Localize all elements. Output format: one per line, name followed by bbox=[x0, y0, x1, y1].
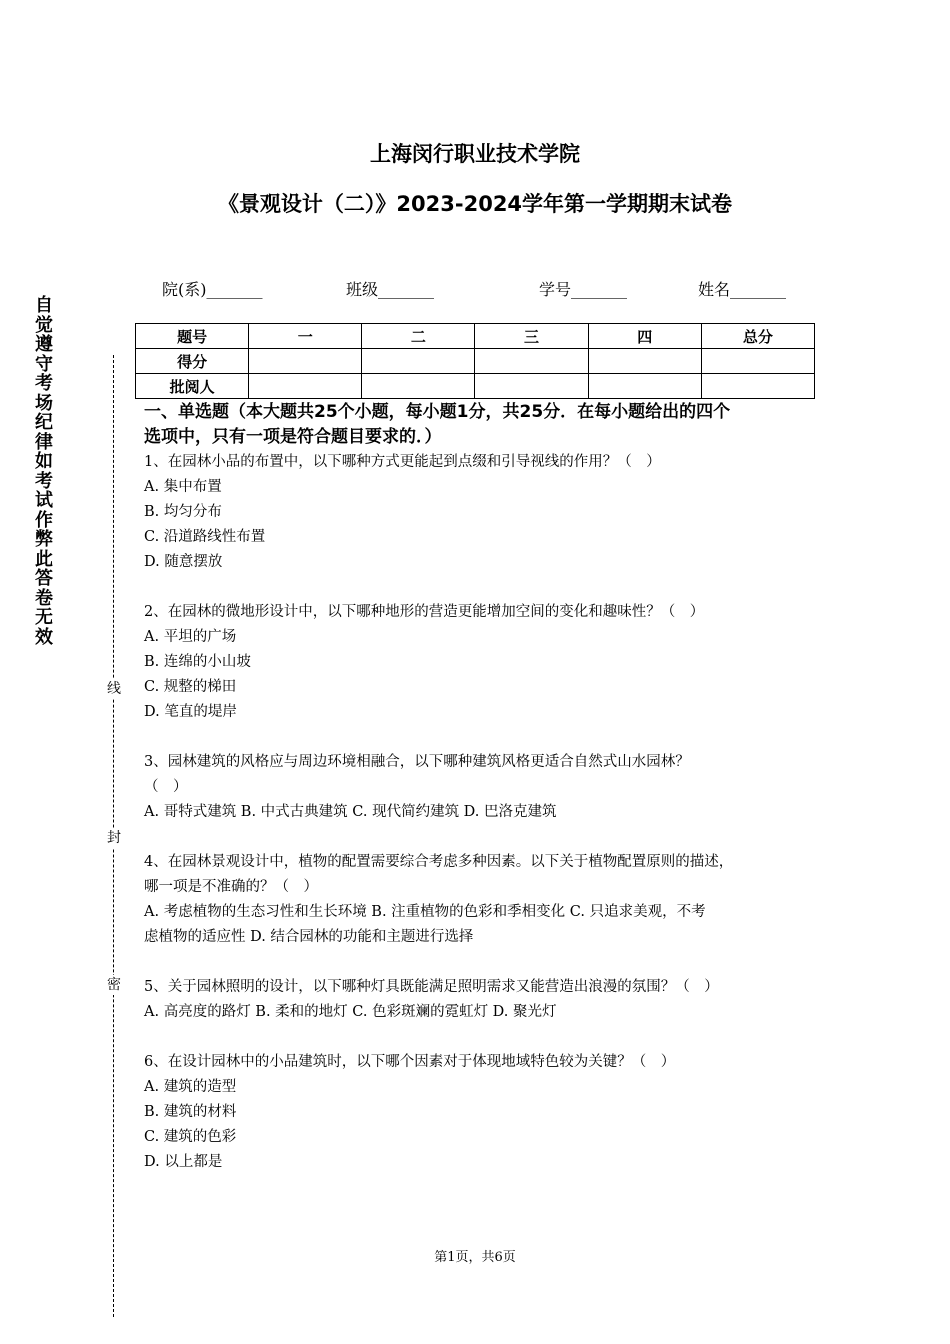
page-footer: 第1页，共6页 bbox=[434, 1250, 516, 1265]
score-cell[interactable] bbox=[701, 349, 814, 374]
score-cell[interactable] bbox=[362, 374, 475, 399]
score-table-row bbox=[136, 374, 815, 399]
binding-label-line: 线 bbox=[104, 679, 124, 699]
question-item bbox=[144, 975, 820, 1025]
question-item bbox=[144, 450, 820, 575]
question-text: 1、在园林小品的布置中，以下哪种方式更能起到点缀和引导视线的作用？（ ） bbox=[144, 454, 661, 470]
question-line: B. 建筑的材料 bbox=[144, 1104, 237, 1120]
score-table-header-cell: 题号 bbox=[136, 324, 249, 349]
exam-title: 《景观设计（二）》2023-2024学年第一学期期末试卷 bbox=[217, 192, 733, 216]
section-heading bbox=[144, 400, 820, 450]
question-line: A. 高亮度的路灯 B. 柔和的地灯 C. 色彩斑斓的霓虹灯 D. 聚光灯 bbox=[144, 1004, 557, 1020]
score-table-header-cell: 四 bbox=[588, 324, 701, 349]
question-line: D. 随意摆放 bbox=[144, 554, 223, 570]
exam-discipline-note: 自觉遵守考场纪律如考试作弊此答卷无效 bbox=[35, 295, 53, 648]
school-title: 上海闵行职业技术学院 bbox=[370, 142, 580, 166]
section-heading-line: 选项中，只有一项是符合题目要求的．） bbox=[144, 427, 442, 447]
question-line: D. 以上都是 bbox=[144, 1154, 223, 1170]
score-cell[interactable] bbox=[249, 349, 362, 374]
question-line: C. 规整的梯田 bbox=[144, 679, 237, 695]
question-list bbox=[144, 450, 820, 1175]
question-line: C. 沿道路线性布置 bbox=[144, 529, 266, 545]
score-cell[interactable] bbox=[588, 374, 701, 399]
question-text: 6、在设计园林中的小品建筑时，以下哪个因素对于体现地域特色较为关键？（ ） bbox=[144, 1054, 676, 1070]
score-cell[interactable] bbox=[475, 349, 588, 374]
question-line: A. 集中布置 bbox=[144, 479, 222, 495]
question-line: A. 哥特式建筑 B. 中式古典建筑 C. 现代简约建筑 D. 巴洛克建筑 bbox=[144, 804, 557, 820]
score-cell[interactable] bbox=[362, 349, 475, 374]
question-text: 4、在园林景观设计中，植物的配置需要综合考虑多种因素。以下关于植物配置原则的描述， bbox=[144, 854, 734, 870]
question-line: B. 连绵的小山坡 bbox=[144, 654, 251, 670]
question-item bbox=[144, 850, 820, 950]
question-item bbox=[144, 750, 820, 825]
question-section bbox=[144, 400, 820, 1200]
score-table-header-cell: 一 bbox=[249, 324, 362, 349]
score-cell[interactable] bbox=[249, 374, 362, 399]
class-field[interactable]: 班级_______ bbox=[346, 280, 435, 299]
score-cell[interactable] bbox=[475, 374, 588, 399]
score-table-row bbox=[136, 349, 815, 374]
question-item bbox=[144, 1050, 820, 1175]
binding-label-seal: 封 bbox=[104, 828, 124, 848]
score-table-header-cell: 总分 bbox=[701, 324, 814, 349]
question-line: （ ） bbox=[144, 779, 188, 795]
score-table-header-cell: 二 bbox=[362, 324, 475, 349]
question-line: D. 笔直的堤岸 bbox=[144, 704, 237, 720]
question-item bbox=[144, 600, 820, 725]
score-table-row bbox=[136, 324, 815, 349]
question-line: A. 平坦的广场 bbox=[144, 629, 237, 645]
score-table-header-cell: 三 bbox=[475, 324, 588, 349]
question-text: 5、关于园林照明的设计，以下哪种灯具既能满足照明需求又能营造出浪漫的氛围？（ ） bbox=[144, 979, 719, 995]
question-line: A. 建筑的造型 bbox=[144, 1079, 237, 1095]
question-line: 虑植物的适应性 D. 结合园林的功能和主题进行选择 bbox=[144, 929, 474, 945]
question-line: B. 均匀分布 bbox=[144, 504, 222, 520]
score-table bbox=[135, 323, 815, 399]
score-table-row-label: 批阅人 bbox=[136, 374, 249, 399]
question-line: A. 考虑植物的生态习性和生长环境 B. 注重植物的色彩和季相变化 C. 只追求美观，不考 bbox=[144, 904, 706, 920]
score-cell[interactable] bbox=[701, 374, 814, 399]
student-id-field[interactable]: 学号_______ bbox=[539, 280, 628, 299]
section-heading-line: 一、单选题（本大题共25个小题，每小题1分，共25分．在每小题给出的四个 bbox=[144, 402, 731, 422]
question-line: 哪一项是不准确的？（ ） bbox=[144, 879, 318, 895]
score-table-row-label: 得分 bbox=[136, 349, 249, 374]
name-field[interactable]: 姓名_______ bbox=[698, 280, 787, 299]
question-text: 3、园林建筑的风格应与周边环境相融合，以下哪种建筑风格更适合自然式山水园林？ bbox=[144, 754, 690, 770]
question-text: 2、在园林的微地形设计中，以下哪种地形的营造更能增加空间的变化和趣味性？（ ） bbox=[144, 604, 705, 620]
question-line: C. 建筑的色彩 bbox=[144, 1129, 237, 1145]
score-cell[interactable] bbox=[588, 349, 701, 374]
department-field[interactable]: 院(系)_______ bbox=[162, 280, 263, 299]
binding-label-mi: 密 bbox=[104, 975, 124, 995]
